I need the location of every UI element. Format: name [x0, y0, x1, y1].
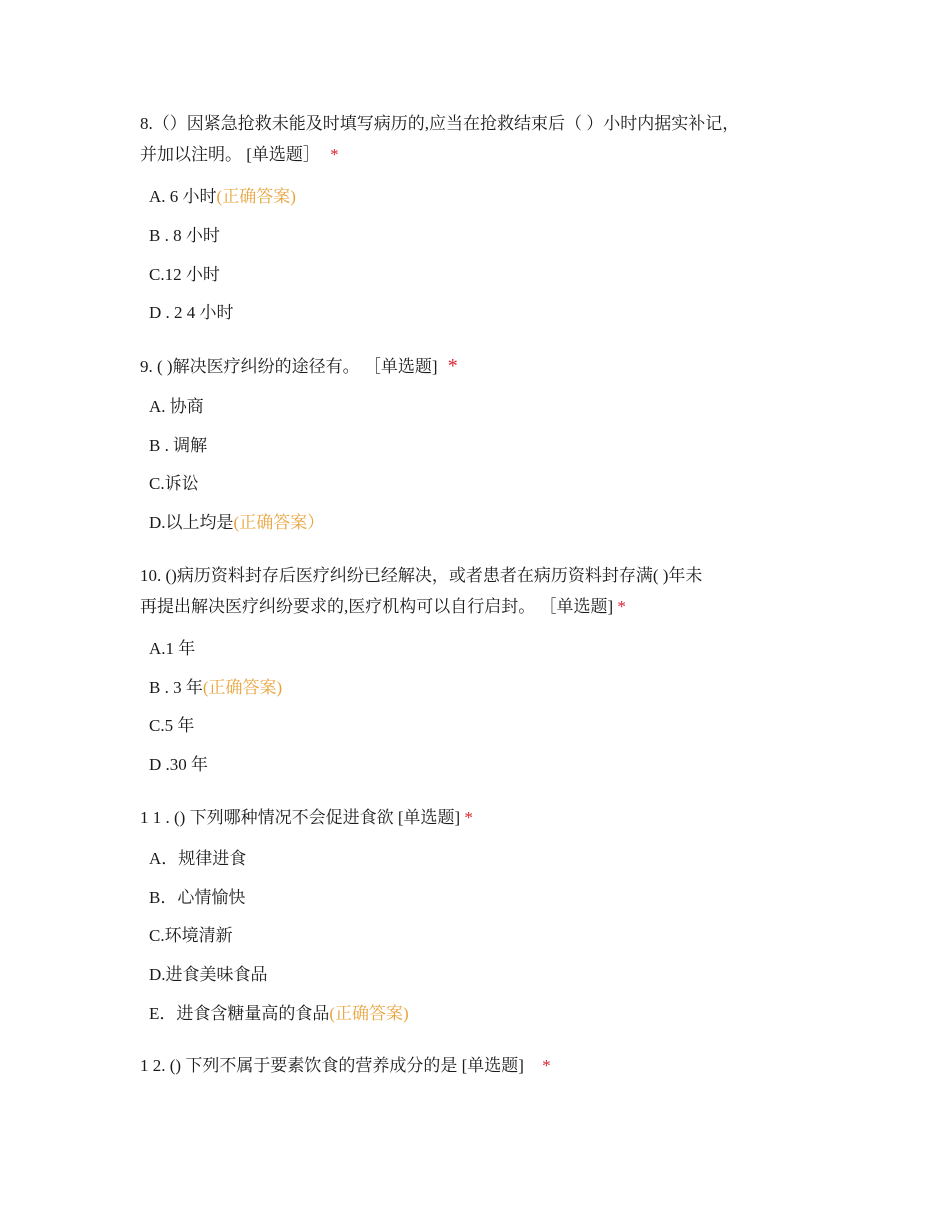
option-b[interactable]: B . 8 小时: [149, 226, 220, 245]
option-d[interactable]: D .30 年: [149, 755, 209, 774]
required-mark: *: [464, 808, 473, 827]
required-mark: *: [330, 145, 339, 164]
required-mark: *: [542, 1056, 551, 1075]
question-stem: 10. ()病历资料封存后医疗纠纷已经解决，或者患者在病历资料封存满( )年未: [140, 566, 703, 585]
question-stem: 8.（）因紧急抢救未能及时填写病历的,应当在抢救结束后（ ）小时内据实补记，: [140, 114, 740, 133]
option-e[interactable]: E．进食含糖量高的食品(正确答案): [149, 1004, 409, 1023]
correct-answer-label: (正确答案）: [233, 513, 325, 532]
option-c[interactable]: C.环境清新: [149, 926, 233, 945]
correct-answer-label: (正确答案): [216, 187, 296, 206]
option-d[interactable]: D . 2 4 小时: [149, 303, 234, 322]
required-mark: *: [617, 597, 626, 616]
correct-answer-label: (正确答案): [202, 678, 283, 697]
correct-answer-label: (正确答案): [329, 1004, 409, 1023]
option-a[interactable]: A. 6 小时(正确答案): [149, 187, 296, 206]
option-a[interactable]: A. 协商: [149, 397, 204, 416]
option-b[interactable]: B . 调解: [149, 436, 208, 455]
option-b[interactable]: B．心情愉快: [149, 888, 246, 907]
option-c[interactable]: C.12 小时: [149, 265, 220, 284]
option-c[interactable]: C.诉讼: [149, 474, 199, 493]
question-stem: 1 1 . () 下列哪种情况不会促进食欲 [单选题] *: [140, 808, 473, 827]
option-c[interactable]: C.5 年: [149, 716, 195, 735]
option-a[interactable]: A.1 年: [149, 639, 196, 658]
option-d[interactable]: D.以上均是(正确答案）: [149, 513, 325, 532]
question-stem: 并加以注明。 [单选题］ *: [140, 145, 339, 164]
option-d[interactable]: D.进食美味食品: [149, 965, 268, 984]
option-b[interactable]: B . 3 年(正确答案): [149, 678, 283, 697]
question-stem: 1 2. () 下列不属于要素饮食的营养成分的是 [单选题] *: [140, 1056, 551, 1075]
question-stem: 再提出解决医疗纠纷要求的,医疗机构可以自行启封。 ［单选题] *: [140, 597, 626, 616]
option-a[interactable]: A．规律进食: [149, 849, 247, 868]
required-mark: *: [447, 355, 458, 377]
question-stem: 9. ( )解决医疗纠纷的途径有。 ［单选题] *: [140, 355, 458, 377]
